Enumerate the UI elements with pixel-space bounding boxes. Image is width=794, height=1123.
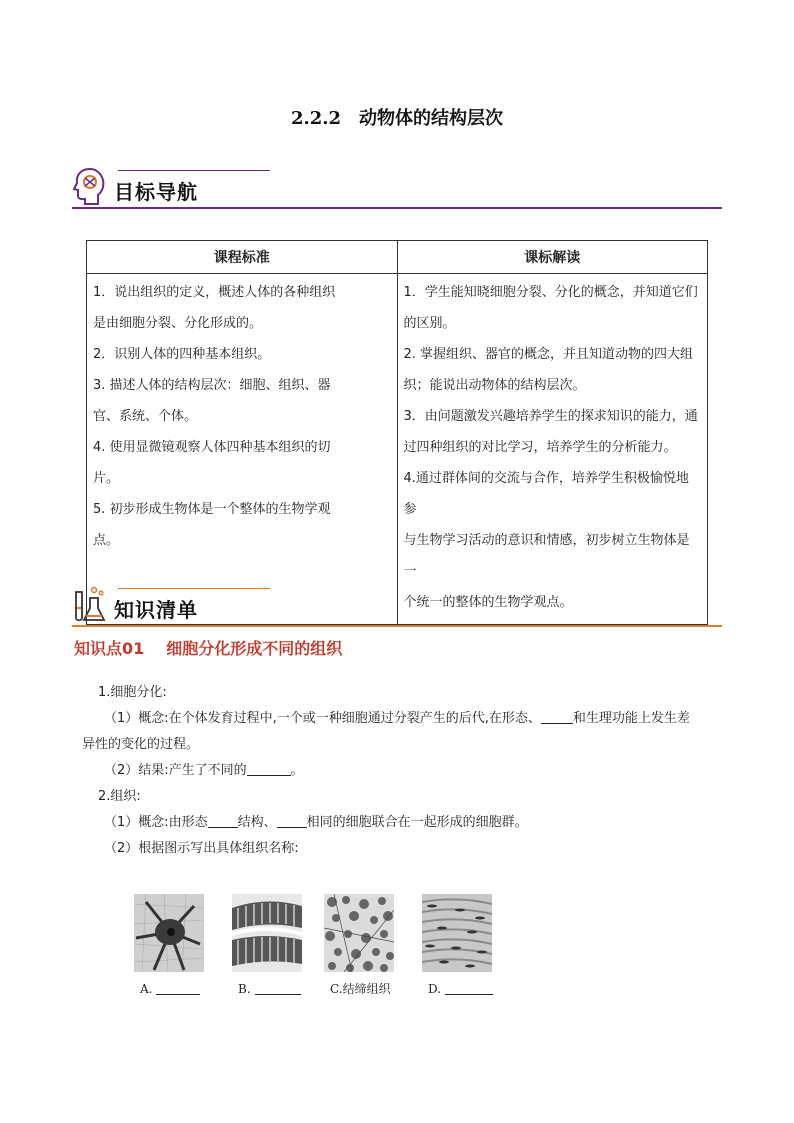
- fill-blank[interactable]: [156, 980, 200, 995]
- tissue-figures: [134, 894, 514, 1004]
- curriculum-table: [86, 240, 708, 625]
- lab-flask-icon: [72, 584, 108, 624]
- figure-caption-a: A.: [140, 980, 200, 996]
- section-header-goals: [72, 166, 722, 208]
- text-line: 2．识别人体的四种基本组织。: [93, 347, 271, 362]
- text-line: 1．学生能知晓细胞分裂、分化的概念，并知道它们: [403, 285, 698, 300]
- text-line: （1）概念:在个体发育过程中,一个或一种细胞通过分裂产生的后代,在形态、 和生理功能上发生差: [104, 711, 690, 726]
- section-divider: [72, 625, 722, 627]
- table-header-standards: 课程标准: [87, 241, 398, 274]
- figure-caption-b: B.: [238, 980, 301, 996]
- text-line: 1.细胞分化:: [98, 685, 167, 700]
- text-line: 与生物学习活动的意识和情感，初步树立生物体是一: [403, 533, 690, 579]
- connective-tissue-image: [324, 894, 394, 972]
- text-line: 3．由问题激发兴趣培养学生的探求知识的能力，通: [403, 409, 698, 424]
- header-accent-line: [118, 170, 270, 171]
- figure-caption-d: D.: [428, 980, 493, 996]
- knowledge-body: [82, 680, 722, 862]
- text-line: 过四种组织的对比学习，培养学生的分析能力。: [403, 440, 677, 455]
- knowledge-point-name: 细胞分化形成不同的组织: [166, 639, 343, 658]
- section-header-knowledge: [72, 584, 722, 626]
- text-line: （2）根据图示写出具体组织名称:: [104, 841, 299, 856]
- knowledge-point-title: [74, 636, 342, 659]
- page-title: 2.2.2 动物体的结构层次: [290, 108, 504, 129]
- fill-blank[interactable]: [445, 980, 493, 995]
- section-divider: [72, 207, 722, 209]
- interpretation-cell: [397, 274, 708, 625]
- text-line: 4.通过群体间的交流与合作，培养学生积极愉悦地参: [403, 471, 689, 517]
- table-header-interpretation: 课标解读: [397, 241, 708, 274]
- fill-blank[interactable]: [255, 980, 301, 995]
- section-label: 目标导航: [114, 180, 198, 204]
- text-line: 异性的变化的过程。: [82, 737, 200, 752]
- text-line: 个统一的整体的生物学观点。: [403, 595, 573, 610]
- text-line: 的区别。: [403, 316, 456, 331]
- figure-caption-c: C.结缔组织: [330, 982, 391, 996]
- text-line: 2. 掌握组织、器官的概念，并且知道动物的四大组: [403, 347, 694, 362]
- header-accent-line: [118, 588, 270, 589]
- epithelial-tissue-image: [232, 894, 302, 972]
- section-label: 知识清单: [114, 598, 198, 622]
- nerve-tissue-image: [134, 894, 204, 972]
- text-line: 片。: [93, 471, 120, 486]
- muscle-tissue-image: [422, 894, 492, 972]
- text-line: 1．说出组织的定义，概述人体的各种组织: [93, 285, 336, 300]
- text-line: 点。: [93, 533, 120, 548]
- fill-blank[interactable]: [208, 813, 238, 828]
- standards-cell: [87, 274, 398, 625]
- text-line: 4. 使用显微镜观察人体四种基本组织的切: [93, 440, 331, 455]
- fill-blank[interactable]: [247, 761, 291, 776]
- text-line: （2）结果:产生了不同的 。: [104, 763, 304, 778]
- text-line: 3. 描述人体的结构层次：细胞、组织、器: [93, 378, 331, 393]
- fill-blank[interactable]: [541, 709, 573, 724]
- text-line: 是由细胞分裂、分化形成的。: [93, 316, 263, 331]
- brain-head-icon: [72, 166, 108, 206]
- text-line: （1）概念:由形态 结构、 相同的细胞联合在一起形成的细胞群。: [104, 815, 528, 830]
- text-line: 5. 初步形成生物体是一个整体的生物学观: [93, 502, 331, 517]
- text-line: 官、系统、个体。: [93, 409, 198, 424]
- text-line: 织；能说出动物体的结构层次。: [403, 378, 586, 393]
- text-line: 2.组织:: [98, 789, 141, 804]
- fill-blank[interactable]: [277, 813, 307, 828]
- knowledge-point-number: 知识点01: [74, 639, 145, 658]
